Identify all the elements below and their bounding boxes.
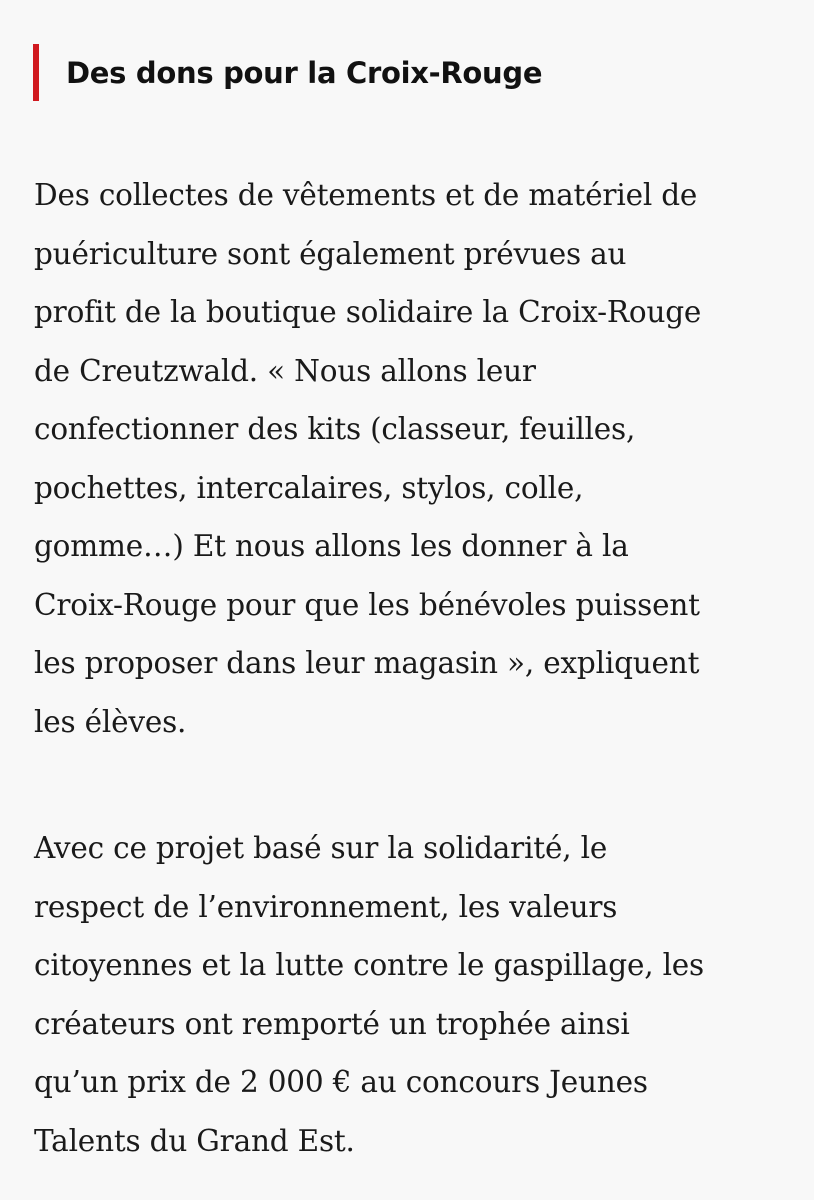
paragraph-line: citoyennes et la lutte contre le gaspillage, les [34,948,704,982]
paragraph-line: Talents du Grand Est. [34,1123,355,1158]
paragraph-line: les élèves. [34,704,187,739]
subheading-accent-bar [33,44,39,101]
section-subheading [33,44,542,101]
paragraph-line: Croix-Rouge pour que les bénévoles puissent [34,587,700,622]
paragraph-line: les proposer dans leur magasin », expliquent [34,646,700,680]
paragraph-line: gomme…) Et nous allons les donner à la [34,529,629,563]
paragraph-line: confectionner des kits (classeur, feuilles, [34,412,636,446]
paragraph-donations [34,166,701,751]
subheading-title: Des dons pour la Croix-Rouge [66,55,543,90]
paragraph-line: Des collectes de vêtements et de matériel de [34,178,698,212]
paragraph-line: Avec ce projet basé sur la solidarité, le [34,831,608,865]
paragraph-award [34,819,704,1170]
paragraph-line: puériculture sont également prévues au [34,236,627,271]
paragraph-line: qu’un prix de 2 000 € au concours Jeunes [34,1065,648,1099]
paragraph-line: pochettes, intercalaires, stylos, colle, [34,470,584,505]
paragraph-line: respect de l’environnement, les valeurs [34,889,618,924]
paragraph-line: profit de la boutique solidaire la Croix-Rouge [34,295,702,329]
paragraph-line: créateurs ont remporté un trophée ainsi [34,1006,630,1041]
paragraph-line: de Creutzwald. « Nous allons leur [34,353,536,388]
